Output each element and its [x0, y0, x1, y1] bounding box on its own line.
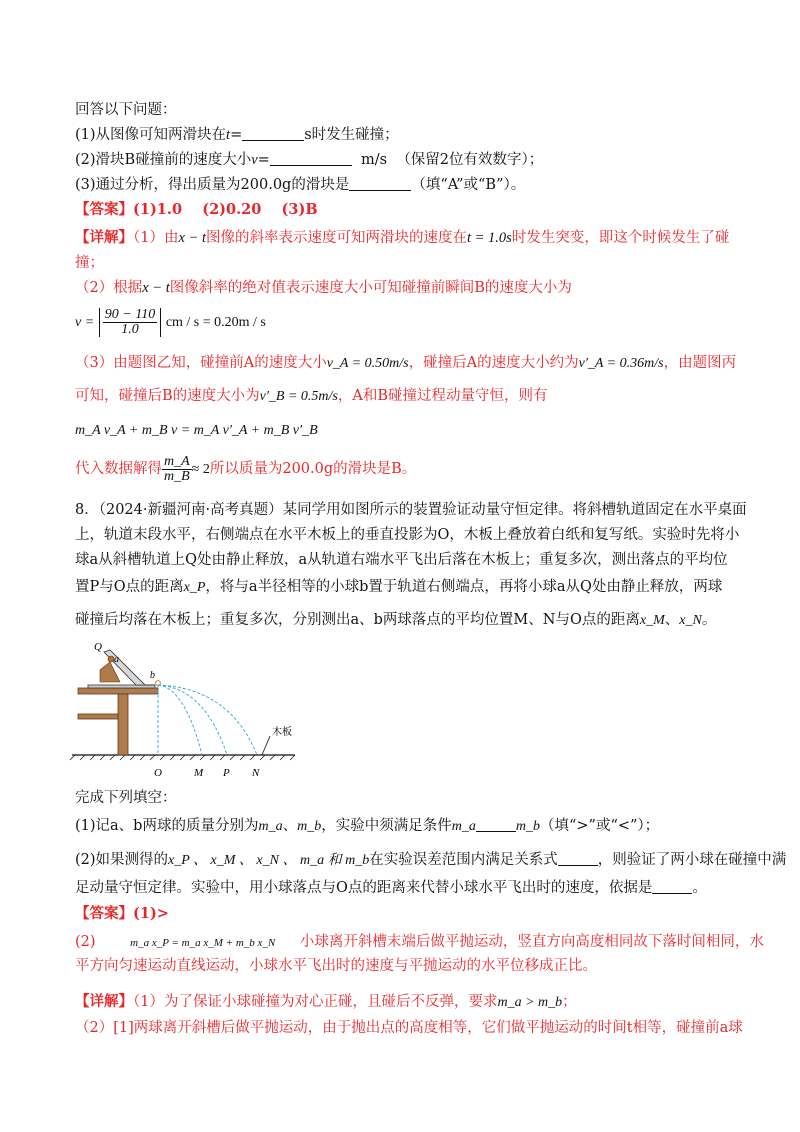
q8-answer-2b: 平方向匀速运动直线运动，小球水平飞出时的速度与平抛运动的水平位移成正比。 [75, 958, 597, 974]
label-b: b [150, 670, 155, 681]
q7-speed-formula: v = $\frac{90 - 110}{1.0}$ cm / s = 0.20m / s [75, 306, 266, 337]
trajectory-N [158, 685, 257, 755]
q7-sub1: (1)从图像可知两滑块在t= s时发生碰撞； [75, 127, 399, 143]
blank-mass-compare[interactable] [476, 817, 516, 832]
q8-p3: 球a从斜槽轨道上Q处由静止释放，a从轨道右端水平飞出后落在木板上；重复多次，测出落点的平均位 [75, 552, 728, 568]
q8-answer-1: 【答案】(1)> [75, 905, 169, 922]
q8-fill-1: (1)记a、b两球的质量分别为m_a、m_b，实验中须满足条件m_a m_b（填“>”或“<”）； [75, 818, 660, 834]
table-brace [78, 714, 118, 719]
q7-momentum-eq: m_A v_A + m_B v = m_A v′_A + m_B v′_B [75, 423, 318, 438]
label-O: O [154, 767, 162, 779]
track-base [88, 685, 155, 688]
q7-sub3: (3)通过分析，得出质量为200.0g的滑块是 （填“A”或“B”）。 [75, 177, 526, 193]
experiment-figure [70, 640, 310, 785]
q7-detail-1: 【详解】（1）由x − t图像的斜率表示速度可知两滑块的速度在t = 1.0s时发生突变，即这个时候发生了碰 [75, 229, 730, 246]
q7-intro: 回答以下问题： [75, 102, 177, 118]
ground-hatch [70, 755, 295, 760]
q8-answer-2: (2) m_a x_P = m_a x_M + m_b x_N 小球离开斜槽末端后做平抛运动，竖直方向高度相同故下落时间相同，水 [75, 934, 764, 950]
q7-detail-1b: 撞； [75, 255, 104, 271]
label-Q: Q [94, 641, 102, 653]
blank-time[interactable] [242, 126, 304, 141]
q7-detail-3c: 代入数据解得 $\frac{m\_A}{m\_B}$ ≈ 2所以质量为200.0g的滑块是B。 [75, 453, 417, 484]
abs-bars: $\frac{90 - 110}{1.0}$ [99, 308, 161, 337]
q7-detail-2: （2）根据x − t图像斜率的绝对值表示速度大小可知碰撞前瞬间B的速度大小为 [75, 280, 572, 296]
trajectory-P [158, 685, 227, 755]
q7-detail-3b: 可知，碰撞后B的速度大小为v′_B = 0.5m/s，A和B碰撞过程动量守恒，则有 [75, 388, 548, 404]
label-board: 木板 [272, 727, 292, 738]
label-a: a [114, 654, 119, 665]
q8-detail-2: （2）[1]两球离开斜槽后做平抛运动，由于抛出点的高度相等，它们做平抛运动的时间t相等，碰撞前a球 [75, 1020, 743, 1036]
q8-fill-2: (2)如果测得的x_P 、 x_M 、 x_N 、 m_a 和 m_b在实验误差范围内满足关系式 ，则验证了两小球在碰撞中满 [75, 852, 787, 868]
blank-slider[interactable] [349, 176, 411, 191]
q7-sub2: (2)滑块B碰撞前的速度大小v= m/s （保留2位有效数字）； [75, 152, 544, 168]
table-leg [118, 694, 128, 755]
label-M: M [194, 767, 204, 779]
q8-p4: 置P与O点的距离x_P，将与a半径相等的小球b置于轨道右侧端点，再将小球a从Q处由静止释放，两球 [75, 579, 723, 595]
label-P: P [223, 767, 230, 779]
q8-detail-1: 【详解】（1）为了保证小球碰撞为对心正碰，且碰后不反弹，要求m_a > m_b； [75, 993, 577, 1010]
q7-detail-3: （3）由题图乙知，碰撞前A的速度大小v_A = 0.50m/s，碰撞后A的速度大小约为v′_A = 0.36m/s，由题图丙 [75, 355, 737, 371]
q8-p1: 8．（2024·新疆河南·高考真题）某同学用如图所示的装置验证动量守恒定律。将斜槽轨道固定在水平桌面 [75, 502, 747, 518]
trajectory-M [158, 685, 202, 755]
q8-fill-2b: 足动量守恒定律。实验中，用小球落点与O点的距离来代替小球水平飞出时的速度，依据是 。 [75, 880, 707, 896]
q7-answer: 【答案】(1)1.0 (2)0.20 (3)B [75, 201, 318, 218]
label-N: N [252, 767, 260, 779]
q8-p2: 上，轨道末段水平，右侧端点在水平木板上的垂直投影为O，木板上叠放着白纸和复写纸。实验时先将小 [75, 527, 740, 543]
blank-speed[interactable] [270, 151, 352, 166]
blank-relation[interactable] [558, 851, 598, 866]
q8-p5: 碰撞后均落在木板上；重复多次，分别测出a、b两球落点的平均位置M、N与O点的距离x_M、x_N。 [75, 612, 717, 628]
table-top [78, 688, 158, 694]
q8-fill-intro: 完成下列填空： [75, 790, 177, 806]
blank-reason[interactable] [652, 879, 692, 894]
